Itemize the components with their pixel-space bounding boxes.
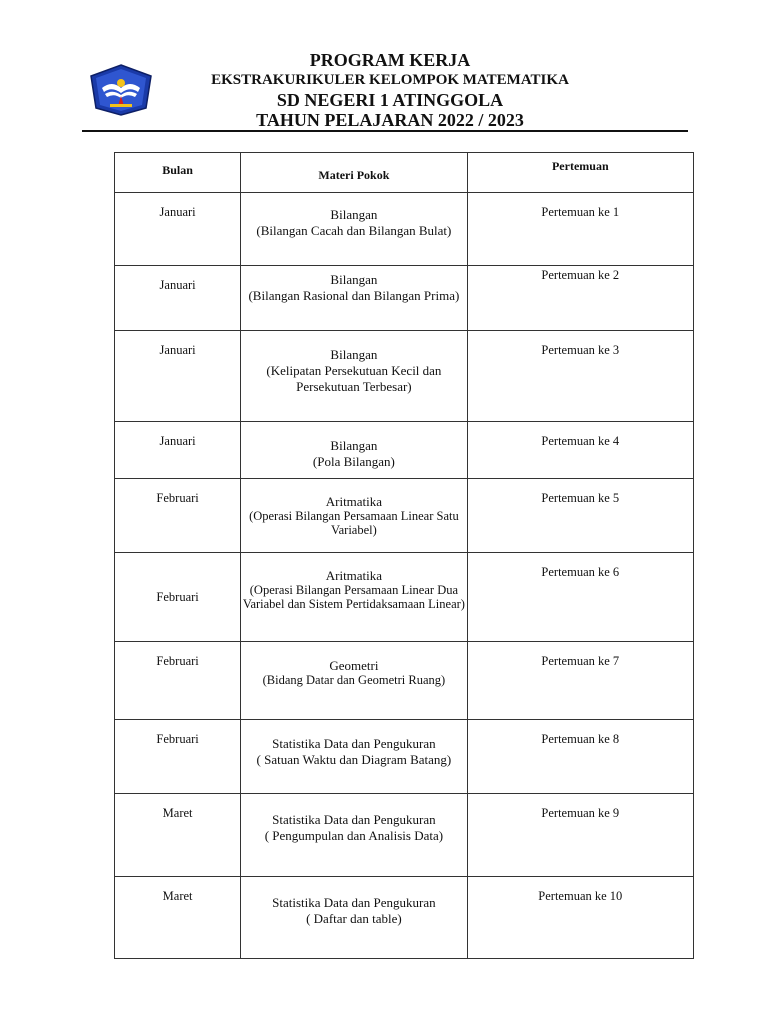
- table-row: [115, 331, 694, 422]
- table-row: [115, 422, 694, 479]
- month-cell: Maret: [115, 794, 241, 877]
- topic-cell: [241, 877, 467, 959]
- meeting-cell: Pertemuan ke 6: [467, 553, 693, 642]
- month-cell: Februari: [115, 642, 241, 720]
- topic-cell: [241, 720, 467, 794]
- meeting-cell: Pertemuan ke 8: [467, 720, 693, 794]
- topic-cell: [241, 794, 467, 877]
- meeting-cell: Pertemuan ke 3: [467, 331, 693, 422]
- topic-cell: [241, 422, 467, 479]
- header-materi-pokok: Materi Pokok: [241, 153, 467, 193]
- month-cell: Januari: [115, 266, 241, 331]
- topic-detail: (Pola Bilangan): [312, 454, 395, 469]
- topic-title: Bilangan: [330, 347, 378, 362]
- table-row: [115, 877, 694, 959]
- topic-detail: (Operasi Bilangan Persamaan Linear Satu Variabel): [249, 509, 459, 537]
- month-cell: Maret: [115, 877, 241, 959]
- topic-cell: [241, 331, 467, 422]
- academic-year: TAHUN PELAJARAN 2022 / 2023: [256, 110, 524, 130]
- document-header: [140, 50, 640, 130]
- table-row: [115, 720, 694, 794]
- topic-detail: (Operasi Bilangan Persamaan Linear Dua Variabel dan Sistem Pertidaksamaan Linear): [242, 583, 465, 611]
- meeting-cell: Pertemuan ke 1: [467, 193, 693, 266]
- topic-title: Aritmatika: [325, 494, 383, 509]
- topic-title: Geometri: [329, 658, 379, 673]
- header-pertemuan: Pertemuan: [467, 153, 693, 193]
- month-cell: Januari: [115, 422, 241, 479]
- table-row: [115, 266, 694, 331]
- topic-cell: [241, 479, 467, 553]
- program-name: EKSTRAKURIKULER KELOMPOK MATEMATIKA: [211, 72, 569, 88]
- topic-title: Statistika Data dan Pengukuran: [272, 895, 436, 910]
- topic-detail: (Bilangan Cacah dan Bilangan Bulat): [256, 223, 452, 238]
- table-row: [115, 553, 694, 642]
- meeting-cell: Pertemuan ke 10: [467, 877, 693, 959]
- topic-detail: (Kelipatan Persekutuan Kecil dan Persekutuan Terbesar): [266, 363, 442, 394]
- topic-detail: ( Satuan Waktu dan Diagram Batang): [256, 752, 452, 767]
- topic-title: Bilangan: [330, 438, 378, 453]
- table-row: [115, 479, 694, 553]
- meeting-cell: Pertemuan ke 7: [467, 642, 693, 720]
- topic-detail: ( Pengumpulan dan Analisis Data): [264, 828, 444, 843]
- topic-cell: [241, 553, 467, 642]
- topic-title: Statistika Data dan Pengukuran: [272, 736, 436, 751]
- document-title: PROGRAM KERJA: [309, 50, 471, 70]
- header-divider: [82, 130, 688, 132]
- topic-detail: (Bilangan Rasional dan Bilangan Prima): [248, 288, 460, 303]
- header-bulan: Bulan: [115, 153, 241, 193]
- month-cell: Januari: [115, 193, 241, 266]
- topic-detail: (Bidang Datar dan Geometri Ruang): [262, 673, 446, 687]
- table-row: [115, 794, 694, 877]
- topic-title: Aritmatika: [325, 568, 383, 583]
- meeting-cell: Pertemuan ke 9: [467, 794, 693, 877]
- topic-cell: [241, 266, 467, 331]
- program-table: [114, 152, 694, 959]
- table-row: [115, 642, 694, 720]
- month-cell: Februari: [115, 553, 241, 642]
- topic-title: Bilangan: [330, 272, 378, 287]
- topic-cell: [241, 642, 467, 720]
- table-row: [115, 193, 694, 266]
- topic-title: Statistika Data dan Pengukuran: [272, 812, 436, 827]
- meeting-cell: Pertemuan ke 4: [467, 422, 693, 479]
- month-cell: Februari: [115, 479, 241, 553]
- table-header-row: [115, 153, 694, 193]
- meeting-cell: Pertemuan ke 2: [467, 266, 693, 331]
- month-cell: Februari: [115, 720, 241, 794]
- month-cell: Januari: [115, 331, 241, 422]
- school-name: SD NEGERI 1 ATINGGOLA: [276, 90, 504, 110]
- topic-title: Bilangan: [330, 207, 378, 222]
- topic-cell: [241, 193, 467, 266]
- meeting-cell: Pertemuan ke 5: [467, 479, 693, 553]
- topic-detail: ( Daftar dan table): [306, 911, 402, 926]
